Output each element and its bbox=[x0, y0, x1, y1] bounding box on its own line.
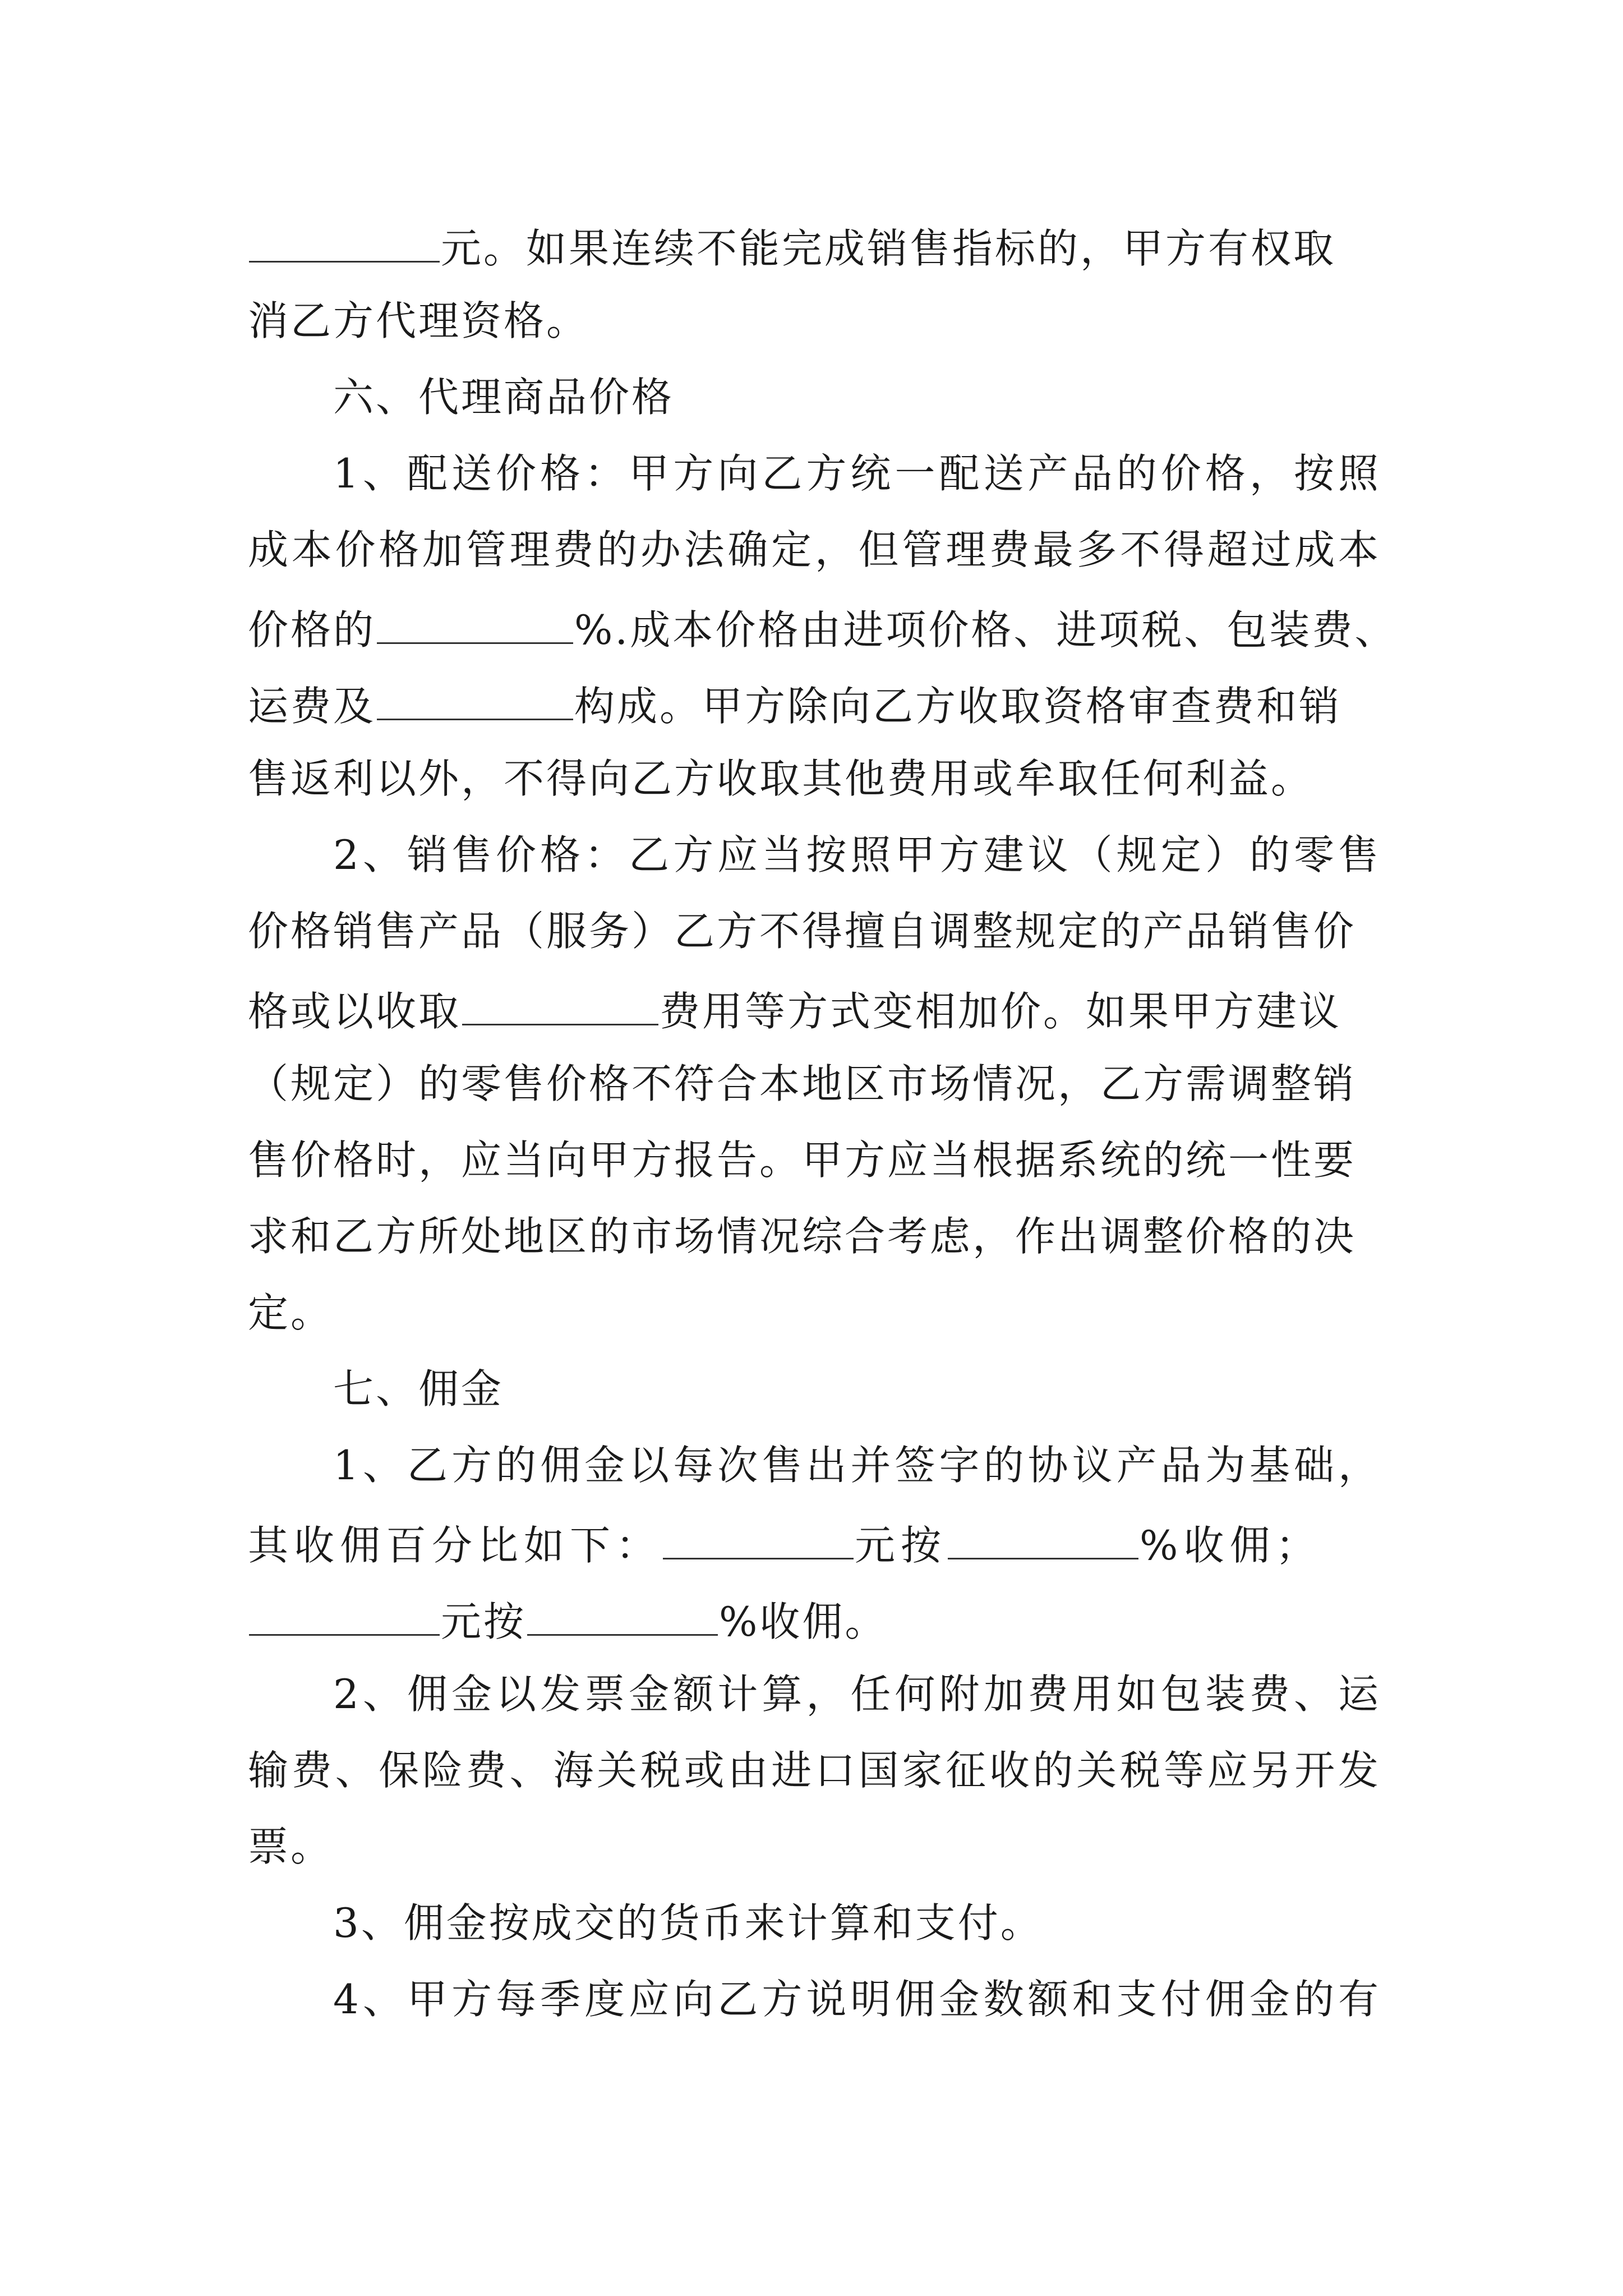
text-line: 2、佣金以发票金额计算，任何附加费用如包装费、运 bbox=[333, 1671, 1381, 1718]
blank-field bbox=[462, 987, 658, 1025]
text-segment: 费用等方式变相加价。如果甲方建议 bbox=[660, 987, 1342, 1035]
text-segment: 元按 bbox=[441, 1598, 527, 1645]
text-line bbox=[248, 682, 1381, 730]
text-line: （规定）的零售价格不符合本地区市场情况，乙方需调整销 bbox=[248, 1060, 1357, 1107]
section-heading: 六、代理商品价格 bbox=[333, 374, 675, 421]
text-line bbox=[248, 224, 1381, 272]
blank-field bbox=[948, 1521, 1138, 1559]
text-segment: %.成本价格由进项价格、进项税、包装费、 bbox=[574, 606, 1398, 654]
text-line: 消乙方代理资格。 bbox=[248, 297, 589, 344]
text-line bbox=[248, 1521, 1381, 1569]
blank-field bbox=[377, 606, 573, 644]
blank-field bbox=[663, 1521, 854, 1559]
blank-field bbox=[249, 224, 440, 263]
text-line: 2、销售价格：乙方应当按照甲方建议（规定）的零售 bbox=[333, 831, 1381, 878]
text-line: 3、佣金按成交的货币来计算和支付。 bbox=[333, 1899, 1043, 1947]
blank-field bbox=[249, 1598, 440, 1636]
section-heading: 七、佣金 bbox=[333, 1365, 504, 1412]
text-line: 定。 bbox=[248, 1289, 334, 1336]
text-line bbox=[248, 1598, 1381, 1645]
blank-field bbox=[527, 1598, 718, 1636]
text-segment: 价格的 bbox=[248, 606, 376, 654]
text-segment: 构成。甲方除向乙方收取资格审查费和销 bbox=[574, 682, 1342, 730]
text-segment: 运费及 bbox=[248, 682, 376, 730]
blank-field bbox=[377, 682, 573, 720]
text-segment: 其收佣百分比如下： bbox=[248, 1521, 662, 1569]
text-segment: %收佣。 bbox=[719, 1598, 888, 1645]
text-line bbox=[248, 987, 1381, 1035]
text-line: 求和乙方所处地区的市场情况综合考虑，作出调整价格的决 bbox=[248, 1213, 1357, 1260]
text-segment: 元按 bbox=[855, 1521, 947, 1569]
text-line: 价格销售产品（服务）乙方不得擅自调整规定的产品销售价 bbox=[248, 908, 1357, 955]
text-line: 输费、保险费、海关税或由进口国家征收的关税等应另开发 bbox=[248, 1747, 1381, 1794]
text-line bbox=[248, 606, 1398, 654]
text-segment: %收佣； bbox=[1140, 1521, 1322, 1569]
text-line: 售价格时，应当向甲方报告。甲方应当根据系统的统一性要 bbox=[248, 1137, 1357, 1184]
text-line: 票。 bbox=[248, 1823, 334, 1870]
text-line: 4、甲方每季度应向乙方说明佣金数额和支付佣金的有 bbox=[333, 1976, 1381, 2023]
text-line: 售返利以外，不得向乙方收取其他费用或牟取任何利益。 bbox=[248, 755, 1314, 802]
text-segment: 元。如果连续不能完成销售指标的，甲方有权取 bbox=[441, 224, 1336, 272]
text-line: 成本价格加管理费的办法确定，但管理费最多不得超过成本 bbox=[248, 526, 1381, 573]
text-segment: 格或以收取 bbox=[248, 987, 462, 1035]
text-line: 1、配送价格：甲方向乙方统一配送产品的价格，按照 bbox=[333, 450, 1381, 497]
text-line: 1、乙方的佣金以每次售出并签字的协议产品为基础， bbox=[333, 1442, 1381, 1489]
